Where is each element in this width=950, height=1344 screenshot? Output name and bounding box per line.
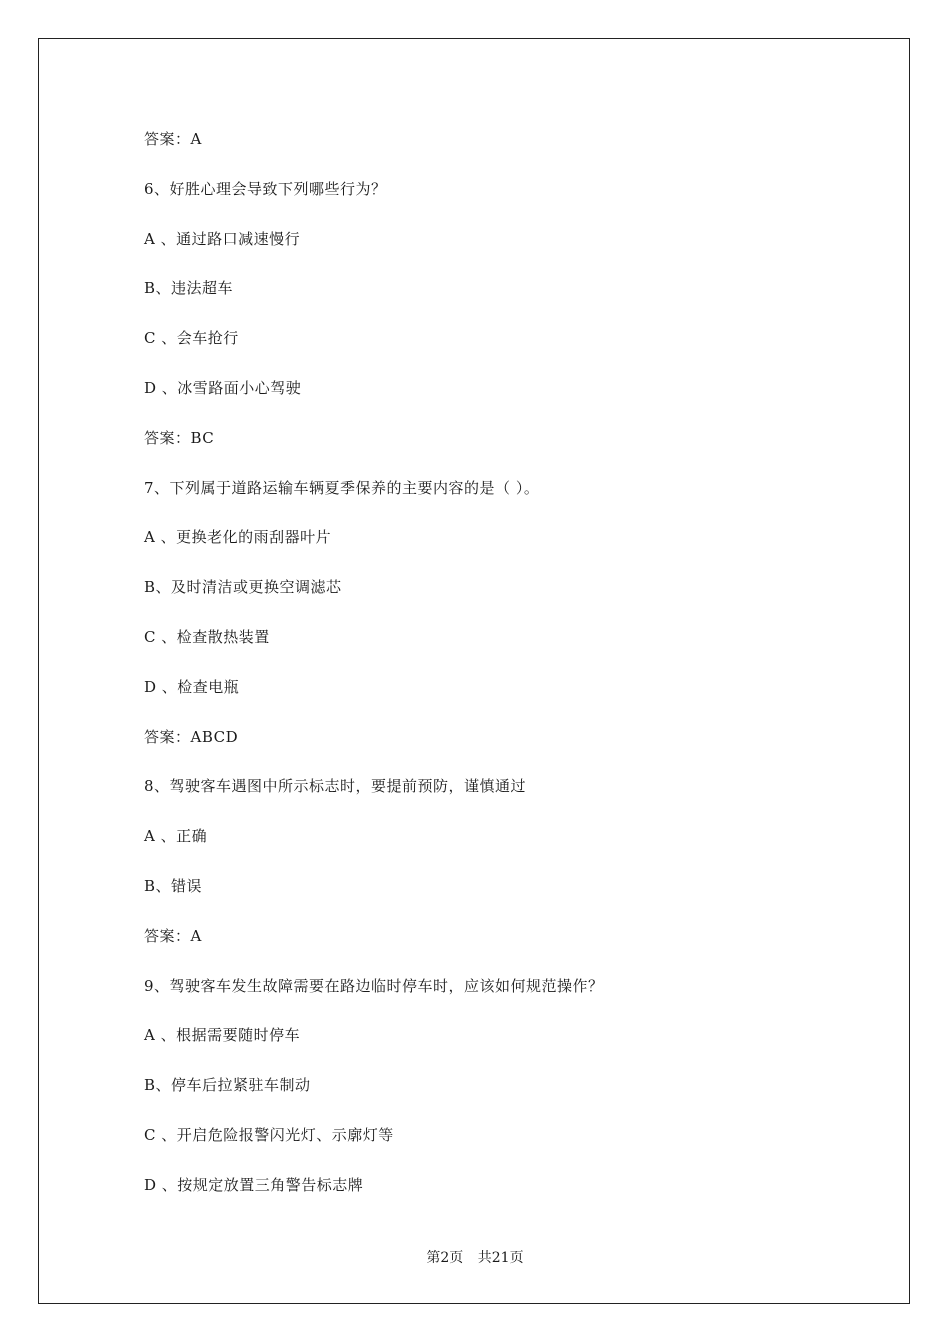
answer-line: 答案：ABCD: [144, 727, 239, 746]
option-line: C 、开启危险报警闪光灯、示廓灯等: [144, 1125, 394, 1144]
option-line: B、违法超车: [144, 279, 234, 298]
question-6: 6、好胜心理会导致下列哪些行为？: [144, 179, 387, 198]
option-line: A 、通过路口减速慢行: [144, 229, 301, 248]
page-number: 第2页: [426, 1250, 464, 1266]
option-line: C 、会车抢行: [144, 329, 239, 348]
answer-line: 答案：A: [144, 926, 202, 945]
answer-line: 答案：BC: [144, 428, 215, 447]
option-line: B、停车后拉紧驻车制动: [144, 1076, 311, 1095]
question-8: 8、驾驶客车遇图中所示标志时，要提前预防，谨慎通过: [144, 777, 527, 796]
option-line: A 、根据需要随时停车: [144, 1026, 301, 1045]
page-total: 共21页: [477, 1250, 524, 1266]
option-line: C 、检查散热装置: [144, 627, 270, 646]
document-body: [144, 128, 844, 1224]
option-line: B、错误: [144, 876, 203, 895]
option-line: A 、正确: [144, 827, 208, 846]
option-line: A 、更换老化的雨刮器叶片: [144, 528, 332, 547]
option-line: D 、按规定放置三角警告标志牌: [144, 1175, 364, 1194]
answer-line: 答案：A: [144, 130, 202, 148]
option-line: D 、冰雪路面小心驾驶: [144, 378, 302, 397]
question-7: 7、下列属于道路运输车辆夏季保养的主要内容的是（ ）。: [144, 478, 540, 497]
option-line: D 、检查电瓶: [144, 677, 240, 696]
option-line: B、及时清洁或更换空调滤芯: [144, 578, 342, 597]
page-footer: [0, 1248, 950, 1268]
question-9: 9、驾驶客车发生故障需要在路边临时停车时，应该如何规范操作？: [144, 976, 604, 995]
